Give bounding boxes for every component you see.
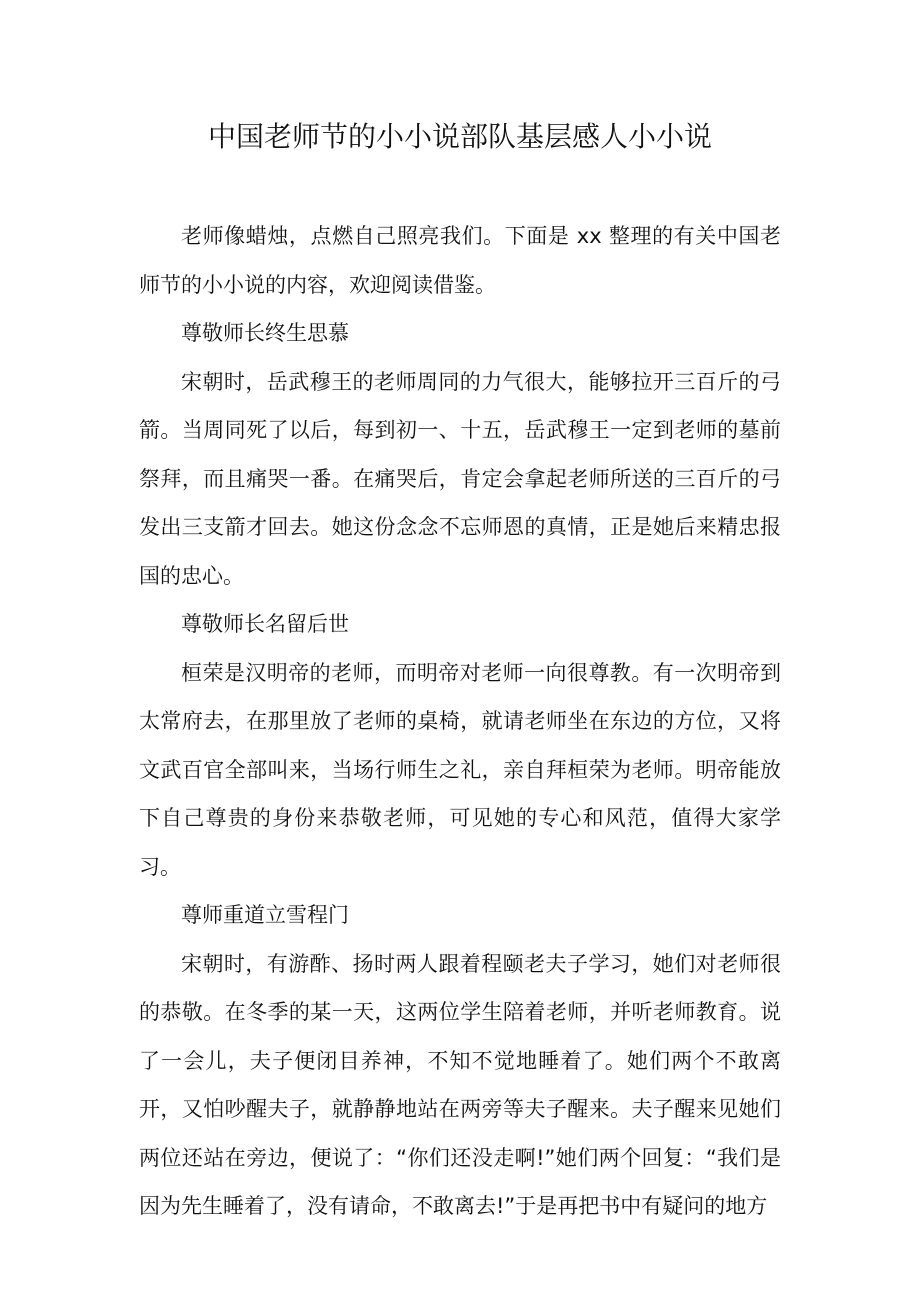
- body-paragraph: 桓荣是汉明帝的老师，而明帝对老师一向很尊教。有一次明帝到太常府去，在那里放了老师的桌椅，就请老师坐在东边的方位，又将文武百官全部叫来，当场行师生之礼，亲自拜桓荣为老师。明帝能放下自己尊贵的身份来恭敬老师，可见她的专心和风范，值得大家学习。: [139, 660, 781, 879]
- intro-paragraph: 老师像蜡烛，点燃自己照亮我们。下面是 xx 整理的有关中国老师节的小小说的内容，欢迎阅读借鉴。: [139, 224, 781, 297]
- section-heading: 尊敬师长名留后世: [181, 612, 349, 636]
- body-paragraph: 宋朝时，有游酢、扬时两人跟着程颐老夫子学习，她们对老师很的恭敬。在冬季的某一天，这两位学生陪着老师，并听老师教育。说了一会儿，夫子便闭目养神，不知不觉地睡着了。她们两个不敢离开，又怕吵醒夫子，就静静地站在两旁等夫子醒来。夫子醒来见她们两位还站在旁边，便说了：“你们还没走啊!”她们两个回复：“我们是因为先生睡着了，没有请命，不敢离去!”于是再把书中有疑问的地方: [139, 951, 781, 1218]
- document-title: 中国老师节的小小说部队基层感人小小说: [207, 120, 712, 153]
- document-body: [139, 212, 781, 1231]
- section-heading: 尊师重道立雪程门: [181, 903, 349, 927]
- section-heading: 尊敬师长终生思慕: [181, 321, 349, 345]
- body-paragraph: 宋朝时，岳武穆王的老师周同的力气很大，能够拉开三百斤的弓箭。当周同死了以后，每到初一、十五，岳武穆王一定到老师的墓前祭拜，而且痛哭一番。在痛哭后，肯定会拿起老师所送的三百斤的弓发出三支箭才回去。她这份念念不忘师恩的真情，正是她后来精忠报国的忠心。: [139, 369, 781, 588]
